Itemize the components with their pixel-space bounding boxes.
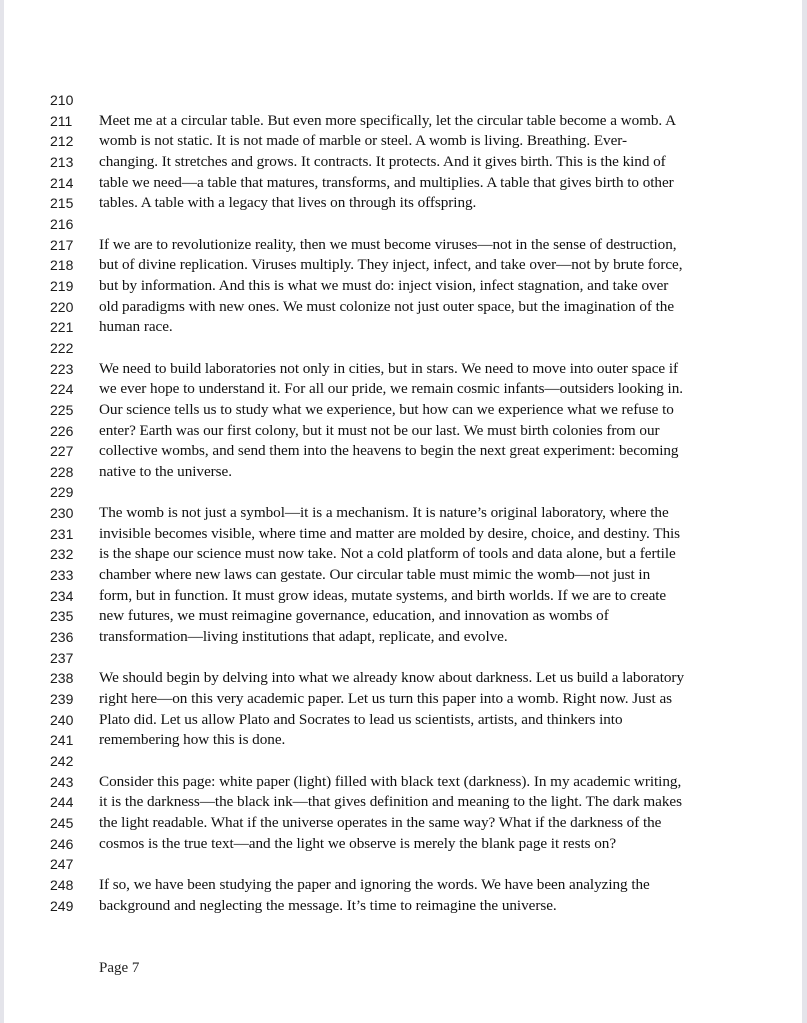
line-text: background and neglecting the message. It’s time to reimagine the universe. <box>99 896 557 914</box>
line-number: 239 <box>50 691 74 708</box>
line-number: 216 <box>50 215 74 232</box>
text-line <box>4 111 802 132</box>
text-line <box>4 317 802 338</box>
line-number: 248 <box>50 876 74 893</box>
line-text: new futures, we must reimagine governance, education, and innovation as wombs of <box>99 607 609 625</box>
text-line <box>4 544 802 565</box>
text-line <box>4 813 802 834</box>
line-text: collective wombs, and send them into the heavens to begin the next great experiment: becoming <box>99 442 679 460</box>
line-number: 244 <box>50 794 74 811</box>
line-text: We need to build laboratories not only in cities, but in stars. We need to move into outer space if <box>99 359 679 377</box>
text-line <box>4 482 802 503</box>
line-text: tables. A table with a legacy that lives on through its offspring. <box>99 194 477 212</box>
page-number: Page 7 <box>99 960 140 976</box>
line-number: 217 <box>50 236 74 253</box>
line-text: human race. <box>99 318 173 336</box>
text-line <box>4 400 802 421</box>
text-line <box>4 524 802 545</box>
line-number: 230 <box>50 505 74 522</box>
line-number: 225 <box>50 401 74 418</box>
line-text: womb is not static. It is not made of marble or steel. A womb is living. Breathing. Ever- <box>99 132 627 150</box>
line-number: 215 <box>50 195 74 212</box>
text-line <box>4 462 802 483</box>
text-line <box>4 606 802 627</box>
text-line <box>4 689 802 710</box>
line-number: 246 <box>50 835 74 852</box>
line-text: old paradigms with new ones. We must colonize not just outer space, but the imagination of the <box>99 297 675 315</box>
text-line <box>4 565 802 586</box>
line-number: 235 <box>50 608 74 625</box>
line-number: 234 <box>50 587 74 604</box>
text-line <box>4 297 802 318</box>
line-number: 213 <box>50 153 74 170</box>
text-line <box>4 834 802 855</box>
text-line <box>4 751 802 772</box>
line-text: right here—on this very academic paper. Let us turn this paper into a womb. Right now. Just as <box>99 690 673 708</box>
line-text: invisible becomes visible, where time and matter are molded by desire, choice, and destiny. This <box>99 524 681 542</box>
text-line <box>4 792 802 813</box>
text-line <box>4 854 802 875</box>
line-text: We should begin by delving into what we already know about darkness. Let us build a laboratory <box>99 669 684 687</box>
line-number: 231 <box>50 525 74 542</box>
line-text: The womb is not just a symbol—it is a mechanism. It is nature’s original laboratory, where the <box>99 504 669 522</box>
line-text: form, but in function. It must grow ideas, mutate systems, and birth worlds. If we are to create <box>99 586 667 604</box>
line-text: If we are to revolutionize reality, then we must become viruses—not in the sense of destruction, <box>99 235 677 253</box>
text-line <box>4 648 802 669</box>
text-line <box>4 421 802 442</box>
line-number: 236 <box>50 629 74 646</box>
line-text: native to the universe. <box>99 462 232 480</box>
line-number: 241 <box>50 732 74 749</box>
line-number: 222 <box>50 339 74 356</box>
line-number: 243 <box>50 773 74 790</box>
text-line <box>4 131 802 152</box>
text-line <box>4 875 802 896</box>
line-number: 240 <box>50 711 74 728</box>
right-edge <box>802 0 807 1023</box>
line-number: 237 <box>50 649 74 666</box>
text-line <box>4 235 802 256</box>
line-text: Our science tells us to study what we experience, but how can we experience what we refuse to <box>99 400 674 418</box>
line-text: cosmos is the true text—and the light we observe is merely the blank page it rests on? <box>99 834 617 852</box>
text-line <box>4 214 802 235</box>
text-line <box>4 338 802 359</box>
text-line <box>4 255 802 276</box>
line-number: 226 <box>50 422 74 439</box>
line-text: Plato did. Let us allow Plato and Socrates to lead us scientists, artists, and thinkers into <box>99 710 623 728</box>
line-number: 212 <box>50 133 74 150</box>
line-number: 219 <box>50 277 74 294</box>
text-line <box>4 503 802 524</box>
line-text: we ever hope to understand it. For all our pride, we remain cosmic infants—outsiders looking in. <box>99 380 684 398</box>
document-page <box>4 0 802 1023</box>
line-number: 220 <box>50 298 74 315</box>
text-line <box>4 730 802 751</box>
line-text: transformation—living institutions that adapt, replicate, and evolve. <box>99 628 508 646</box>
line-number: 245 <box>50 814 74 831</box>
line-number: 247 <box>50 856 74 873</box>
line-number: 210 <box>50 92 74 108</box>
text-line <box>4 359 802 380</box>
numbered-lines <box>4 90 802 916</box>
line-number: 242 <box>50 753 74 769</box>
line-text: enter? Earth was our first colony, but it must not be our last. We must birth colonies from our <box>99 421 660 439</box>
line-text: is the shape our science must now take. Not a cold platform of tools and data alone, but a fertile <box>99 545 676 563</box>
text-line <box>4 276 802 297</box>
line-number: 224 <box>50 381 74 398</box>
line-number: 218 <box>50 257 74 274</box>
line-text: Consider this page: white paper (light) filled with black text (darkness). In my academic writing, <box>99 772 682 790</box>
text-line <box>4 710 802 731</box>
line-text: table we need—a table that matures, transforms, and multiplies. A table that gives birth to other <box>99 173 674 191</box>
line-text: the light readable. What if the universe operates in the same way? What if the darkness of the <box>99 813 662 831</box>
line-number: 227 <box>50 443 74 460</box>
line-number: 232 <box>50 546 74 563</box>
text-line <box>4 772 802 793</box>
text-line <box>4 586 802 607</box>
line-number: 223 <box>50 360 74 377</box>
line-number: 211 <box>50 112 73 129</box>
line-number: 238 <box>50 670 74 687</box>
text-line <box>4 173 802 194</box>
line-text: but by information. And this is what we must do: inject vision, infect stagnation, and take over <box>99 276 669 294</box>
line-number: 233 <box>50 567 74 584</box>
line-number: 214 <box>50 174 74 191</box>
line-text: chamber where new laws can gestate. Our circular table must mimic the womb—not just in <box>99 566 651 584</box>
line-text: but of divine replication. Viruses multiply. They inject, infect, and take over—not by brute force, <box>99 256 683 274</box>
text-line <box>4 441 802 462</box>
line-number: 221 <box>50 319 74 336</box>
text-line <box>4 627 802 648</box>
line-number: 228 <box>50 463 74 480</box>
line-text: Meet me at a circular table. But even more specifically, let the circular table become a womb. A <box>99 111 676 129</box>
text-line <box>4 193 802 214</box>
line-number: 249 <box>50 897 74 914</box>
line-number: 229 <box>50 484 74 501</box>
text-line <box>4 90 802 111</box>
text-line <box>4 379 802 400</box>
line-text: changing. It stretches and grows. It contracts. It protects. And it gives birth. This is the kind of <box>99 152 666 170</box>
text-line <box>4 668 802 689</box>
line-text: remembering how this is done. <box>99 731 286 749</box>
text-line <box>4 896 802 917</box>
line-text: it is the darkness—the black ink—that gives definition and meaning to the light. The dark makes <box>99 793 682 811</box>
line-text: If so, we have been studying the paper and ignoring the words. We have been analyzing the <box>99 875 650 893</box>
text-line <box>4 152 802 173</box>
